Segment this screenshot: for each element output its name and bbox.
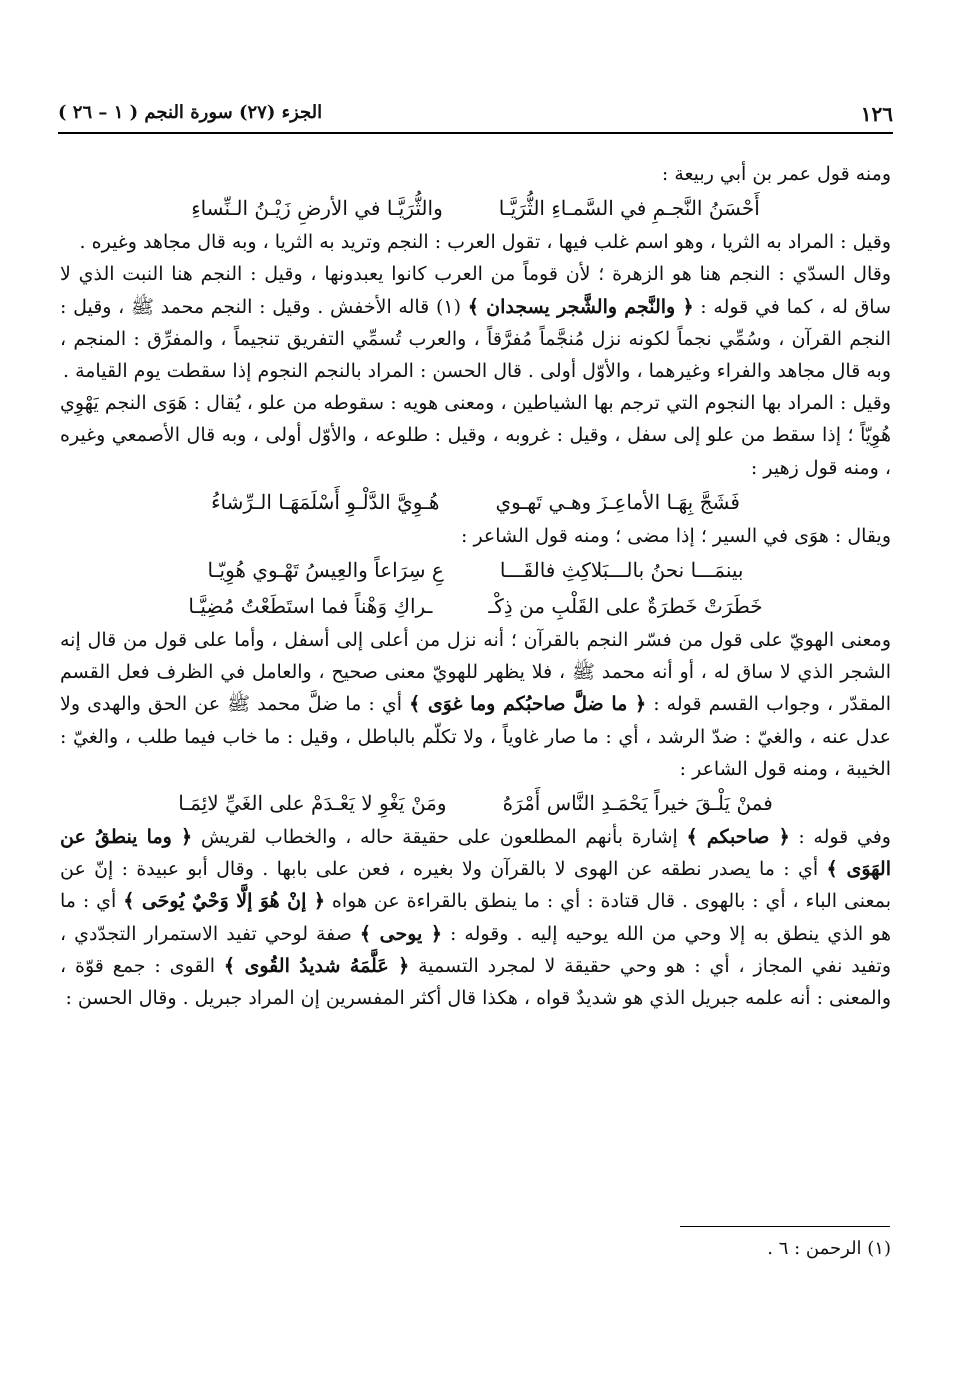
verse-second-hemistich: والثُّرَيَّـا في الأرضِ زَيْـنُ الـنِّساءِ (191, 196, 443, 221)
header-rule (58, 132, 893, 134)
quran-quote: ﴿ إنْ هُوَ إلَّا وَحْيٌ يُوحَى ﴾ (123, 890, 325, 913)
verse-second-hemistich: ـراكِ وَهْناً فما استَطَعْتُ مُضِيَّـا (188, 594, 433, 619)
quran-quote: ﴿ يوحى ﴾ (359, 922, 443, 945)
page-number: ١٢٦ (860, 102, 893, 126)
quran-quote: ﴿ صاحبكم ﴾ (686, 826, 790, 849)
poem-verse (60, 785, 891, 821)
page-header (58, 98, 893, 134)
paragraph: وفي قوله : ﴿ صاحبكم ﴾ إشارة بأنهم المطلعون على حقيقة حاله ، والخطاب لقريش ﴿ وما ينطقُ عن الهَوَى ﴾ أي : ما يصدر نطقه عن الهوى لا بالقرآن ولا بغيره ، فعن على بابها . وقال أبو عبيدة : إنّ عن بمعنى الباء ، أي : بالهوى . قال قتادة : أي : ما ينطق بالقراءة عن هواه ﴿ إنْ هُوَ إلَّا وَحْيٌ يُوحَى ﴾ أي : ما هو الذي ينطق به إلا وحي من الله يوحيه إليه . وقوله : ﴿ يوحى ﴾ صفة لوحي تفيد الاستمرار التجدّدي ، وتفيد نفي المجاز ، أي : هو وحي حقيقة لا لمجرد التسمية ﴿ عَلَّمَهُ شديدُ القُوى ﴾ القوى : جمع قوّة ، والمعنى : أنه علمه جبريل الذي هو شديدٌ قواه ، هكذا قال أكثر المفسرين إن المراد جبريل . وقال الحسن : (60, 826, 892, 1010)
poem-verse (60, 484, 891, 520)
paragraph: وقيل : المراد به الثريا ، وهو اسم غلب فيها ، تقول العرب : النجم وتريد به الثريا ، وبه قال مجاهد وغيره . (79, 231, 891, 254)
paragraph: ومعنى الهويّ على قول من فسّر النجم بالقرآن ؛ أنه نزل من أعلى إلى أسفل ، وأما على قول من قال إنه الشجر الذي لا ساق له ، أو أنه محمد ﷺ ، فلا يظهر للهويّ معنى صحيح ، والعامل في الظرف فعل القسم المقدّر ، وجواب القسم قوله : ﴿ ما ضلَّ صاحبُكم وما غوَى ﴾ أي : ما ضلَّ محمد ﷺ عن الحق والهدى ولا عدل عنه ، والغيّ : ضدّ الرشد ، أي : ما صار غاوياً ، ولا تكلّم بالباطل ، وقيل : ما خاب فيما طلب ، والغيّ : الخيبة ، ومنه قول الشاعر : (60, 629, 891, 780)
quran-quote: ﴿ عَلَّمَهُ شديدُ القُوى ﴾ (223, 954, 410, 977)
poem-verse (60, 588, 891, 624)
verse-first-hemistich: بينمَـــا نحنُ بالـــبَلاكِثِ فالقَـــا (499, 558, 744, 583)
verse-second-hemistich: ومَنْ يَغْوِ لا يَعْـدَمْ على الغَيِّ لائِمَـا (178, 791, 447, 816)
running-title: الجزء (٢٧) سورة النجم ( ١ – ٢٦ ) (58, 102, 323, 123)
paragraph: ويقال : هوَى في السير ؛ إذا مضى ؛ ومنه قول الشاعر : (461, 524, 891, 547)
verse-first-hemistich: خَطَرَتْ خَطرَةٌ على القَلْبِ من ذِكْـ (488, 594, 763, 619)
quran-quote: ﴿ والنَّجم والشَّجر يسجدان ﴾ (467, 295, 694, 318)
poem-verse (60, 552, 891, 588)
verse-first-hemistich: فمنْ يَلْـقَ خيراً يَحْمَـدِ النَّاس أَمْرَهُ (502, 791, 773, 816)
paragraph: ومنه قول عمر بن أبي ربيعة : (661, 163, 891, 185)
paragraph: وقال السدّي : النجم هنا هو الزهرة ؛ لأن قوماً من العرب كانوا يعبدونها ، وقيل : النجم هنا النبت الذي لا ساق له ، كما في قوله : ﴿ والنَّجم والشَّجر يسجدان ﴾ (١) قاله الأخفش . وقيل : النجم محمد ﷺ ، وقيل : النجم القرآن ، وسُمِّي نجماً لكونه نزل مُنجَّماً مُفرَّقاً ، والعرب تُسمِّي التفريق تنجيماً ، والمفرِّق : المنجم ، وبه قال مجاهد والفراء وغيرهما ، والأوّل أولى . قال الحسن : المراد بالنجم النجوم إذا سقطت يوم القيامة . (60, 263, 892, 383)
quran-quote: ﴿ وما ينطقُ عن الهَوَى ﴾ (60, 826, 891, 881)
page-body (60, 158, 891, 1014)
verse-second-hemistich: عِ سِرَاعاً والعِيسُ تَهْـوي هُوِيّـا (207, 558, 444, 583)
verse-second-hemistich: هُـوِيَّ الدَّلْـوِ أَسْلَمَهَـا الـرِّشاءُ (211, 489, 440, 514)
poem-verse (60, 190, 891, 226)
paragraph: وقيل : المراد بها النجوم التي ترجم بها الشياطين ، ومعنى هويه : سقوطه من علو ، يُقال : هَوَى النجم يَهْوِي هُوِيّاً ؛ إذا سقط من علو إلى سفل ، وقيل : غروبه ، وقيل : طلوعه ، والأوّل أولى ، وبه قال الأصمعي وغيره ، ومنه قول زهير : (60, 392, 891, 479)
footnote-rule (680, 1226, 890, 1227)
verse-first-hemistich: أَحْسَنُ النَّجـمِ في السَّمـاءِ الثُّرَيَّـا (498, 196, 760, 221)
verse-first-hemistich: فَشَجَّ بِهَـا الأماعِـزَ وهـي تَهـوي (495, 489, 740, 514)
quran-quote: ﴿ ما ضلَّ صاحبُكم وما غوَى ﴾ (409, 693, 647, 716)
footnote: (١) الرحمن : ٦ . (767, 1238, 891, 1259)
